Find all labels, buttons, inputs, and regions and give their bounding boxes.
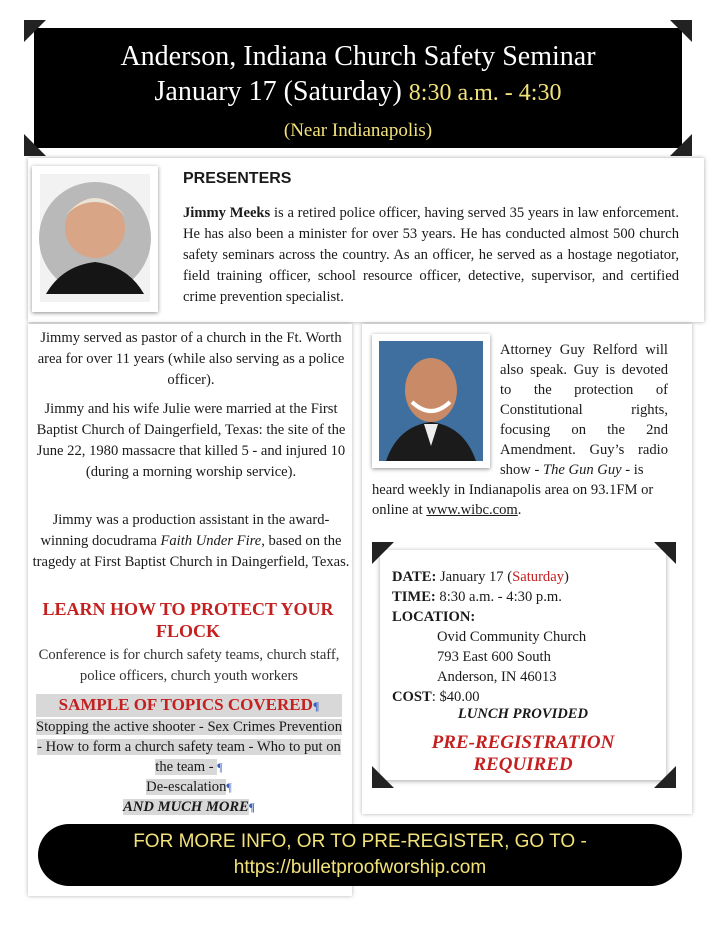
topics-list: Stopping the active shooter - Sex Crimes Prevention - How to form a church safety team - Who to put on the team - ¶ De-escalation¶ xyxy=(36,719,343,795)
guy-bio xyxy=(500,340,668,480)
corner-mount-icon xyxy=(24,20,46,42)
lunch-provided: LUNCH PROVIDED xyxy=(457,706,589,722)
guy-radio-text: heard weekly in Indianapolis area on 93.1FM or online at xyxy=(372,482,654,518)
corner-mount-icon xyxy=(654,542,676,564)
wibc-link[interactable]: www.wibc.com xyxy=(426,502,518,518)
time-row: TIME: 8:30 a.m. - 4:30 p.m. xyxy=(392,589,562,605)
topics-heading: SAMPLE OF TOPICS COVERED¶ xyxy=(36,694,342,717)
guy-bio-text-end: - is xyxy=(621,462,644,478)
guy-radio-info: heard weekly in Indianapolis area on 93.1FM or online at www.wibc.com. xyxy=(372,482,654,518)
location-name: Ovid Community Church xyxy=(437,629,587,645)
presenter-name: Jimmy Meeks xyxy=(183,205,271,221)
guy-bio-text: Attorney Guy Relford will also speak. Guy is devoted to the protection of Constitutional rights, focusing on the 2nd Amendment. Guy’s radio show - xyxy=(500,342,668,478)
date-row: DATE: January 17 (Saturday) xyxy=(392,569,569,585)
location-street: 793 East 600 South xyxy=(437,649,551,665)
jimmy-bio-text: is a retired police officer, having served 35 years in law enforcement. He has also been a minister for over 53 years. He has conducted almost 500 church safety seminars across the country. As an officer, he served as a hostage negotiator, field training officer, school resource officer, detective, supervisor, and certified crime prevention specialist. xyxy=(183,205,679,305)
topics-section xyxy=(36,694,343,815)
header-banner xyxy=(34,28,682,148)
jimmy-meeks-photo xyxy=(32,166,158,312)
location-city: Anderson, IN 46013 xyxy=(437,669,557,685)
docudrama-title: Faith Under Fire xyxy=(160,533,262,549)
docudrama-text: Jimmy was a production assistant in the award-winning docudrama xyxy=(40,512,330,549)
conference-audience: Conference is for church safety teams, church staff, police officers, church youth workers xyxy=(38,647,340,684)
footer-banner[interactable] xyxy=(38,824,682,886)
corner-mount-icon xyxy=(670,134,692,156)
corner-mount-icon xyxy=(372,766,394,788)
event-time: 8:30 a.m. - 4:30 xyxy=(408,80,562,106)
corner-mount-icon xyxy=(24,134,46,156)
jimmy-docudrama-paragraph xyxy=(32,510,350,573)
registration-url[interactable]: https://bulletproofworship.com xyxy=(233,857,487,878)
cost-row: COST: $40.00 xyxy=(392,689,480,705)
location-label: LOCATION: xyxy=(392,609,476,625)
jimmy-marriage-paragraph: Jimmy and his wife Julie were married at the First Baptist Church of Daingerfield, Texas: the site of the June 22, 1980 massacre that killed 5 - and injured 10 (during a morning worship service). xyxy=(36,401,346,480)
presenters-heading: PRESENTERS xyxy=(183,170,292,187)
guy-relford-photo xyxy=(372,334,490,468)
corner-mount-icon xyxy=(654,766,676,788)
event-date: January 17 (Saturday) xyxy=(154,76,402,107)
learn-heading: LEARN HOW TO PROTECT YOUR FLOCK xyxy=(42,599,334,641)
corner-mount-icon xyxy=(670,20,692,42)
corner-mount-icon xyxy=(372,542,394,564)
event-title: Anderson, Indiana Church Safety Seminar xyxy=(120,41,596,72)
much-more: AND MUCH MORE¶ xyxy=(123,799,255,815)
jimmy-bio xyxy=(183,203,679,315)
jimmy-pastor-paragraph: Jimmy served as pastor of a church in the Ft. Worth area for over 11 years (while also serving as a police officer). xyxy=(37,330,345,388)
radio-show-title: The Gun Guy xyxy=(542,462,622,478)
pre-registration-required: PRE-REGISTRATION REQUIRED xyxy=(431,732,615,775)
event-subtitle: (Near Indianapolis) xyxy=(283,120,433,141)
docudrama-text-end: , based on the tragedy at First Baptist Church in Daingerfield, Texas. xyxy=(32,533,350,570)
event-date-line xyxy=(34,76,682,109)
footer-cta: FOR MORE INFO, OR TO PRE-REGISTER, GO TO - xyxy=(133,831,587,852)
